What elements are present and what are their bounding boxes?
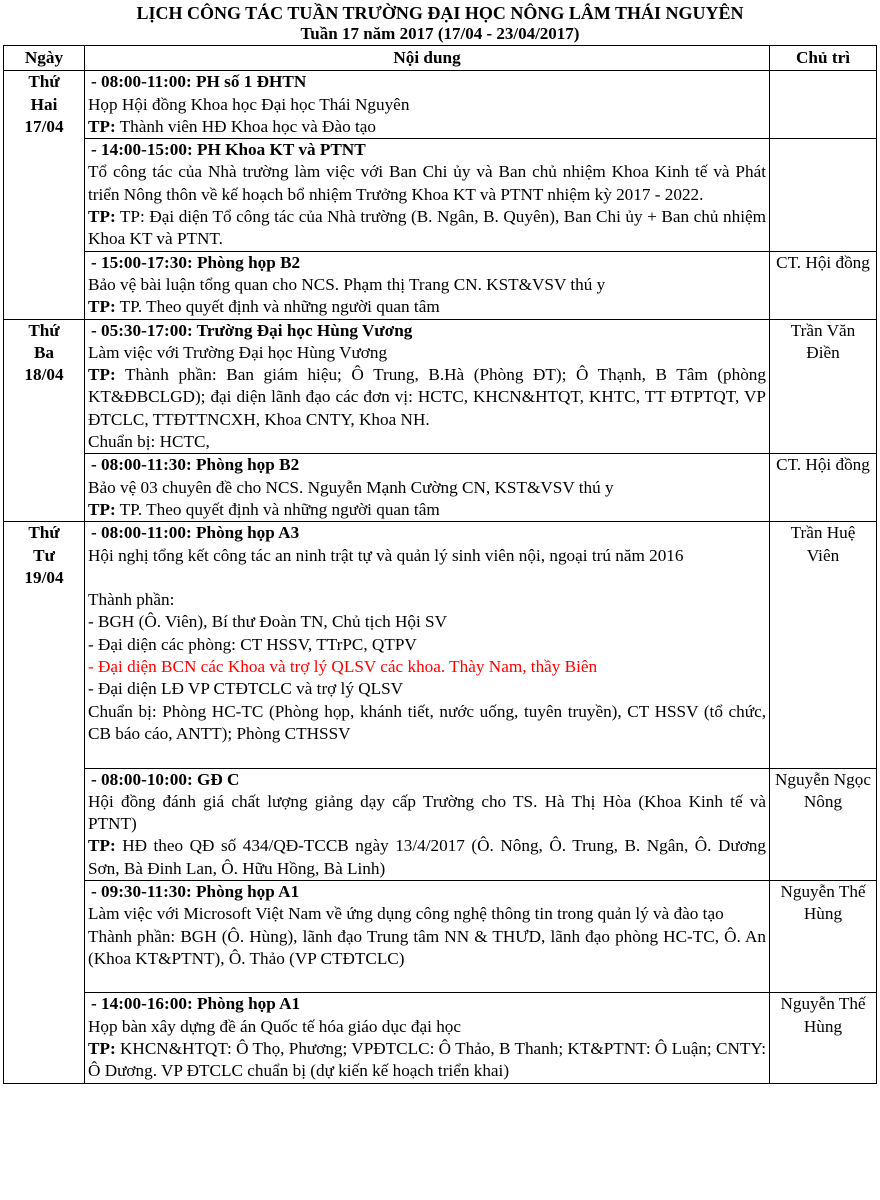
event-description: Họp bàn xây dựng đề án Quốc tế hóa giáo dục đại học (88, 1016, 462, 1036)
participants-label: TP: (88, 207, 116, 227)
event-time: - 08:00-10:00: GĐ C (91, 769, 240, 789)
event-host: Nguyễn Thế Hùng (770, 993, 877, 1083)
table-row (4, 251, 877, 319)
day-name: Thứ (28, 523, 60, 543)
event-description: Làm việc với Microsoft Việt Nam về ứng dụng công nghệ thông tin trong quản lý và đào tạo (88, 904, 724, 924)
event-content (85, 768, 770, 880)
members-line: Thành phần: BGH (Ô. Hùng), lãnh đạo Trung tâm NN & THƯD, lãnh đạo phòng HC-TC, Ô. An (Khoa KT&PTNT), Ô. Thảo (VP CTĐTCLC) (88, 926, 766, 968)
preparation-text: Chuẩn bị: Phòng HC-TC (Phòng họp, khánh tiết, nước uống, tuyên truyền), CT HSSV (tổ chức, CB báo cáo, ANTT); Phòng CTHSSV (88, 701, 766, 743)
column-header-content: Nội dung (85, 46, 770, 71)
day-name: Tư (33, 545, 55, 565)
document-title: LỊCH CÔNG TÁC TUẦN TRƯỜNG ĐẠI HỌC NÔNG LÂM THÁI NGUYÊN (136, 3, 744, 23)
table-row (4, 454, 877, 522)
event-description: Tổ công tác của Nhà trường làm việc với Ban Chi ủy và Ban chủ nhiệm Khoa Kinh tế và Phát triển Nông thôn về kế hoạch bổ nhiệm Trưởng Khoa KT và PTNT nhiệm kỳ 2017 - 2022. (88, 162, 766, 204)
table-row (4, 71, 877, 139)
participants-label: TP: (88, 297, 116, 317)
participants-text: Thành viên HĐ Khoa học và Đào tạo (115, 116, 376, 136)
event-description: Hội nghị tổng kết công tác an ninh trật tự và quản lý sinh viên nội, ngoại trú năm 2016 (88, 545, 684, 565)
event-description: Bảo vệ 03 chuyên đề cho NCS. Nguyễn Mạnh Cường CN, KST&VSV thú y (88, 477, 614, 497)
day-name: Thứ (28, 320, 60, 340)
table-header-row (4, 46, 877, 71)
event-host: Nguyễn Ngọc Nông (770, 768, 877, 880)
event-host (770, 139, 877, 251)
spacer (88, 745, 766, 767)
day-cell-monday (4, 71, 85, 319)
member-item: - Đại diện LĐ VP CTĐTCLC và trợ lý QLSV (88, 679, 404, 699)
event-time: - 08:00-11:00: PH số 1 ĐHTN (91, 72, 307, 92)
day-cell-tuesday (4, 319, 85, 522)
column-header-day: Ngày (4, 46, 85, 71)
participants-label: TP: (88, 499, 116, 519)
event-content (85, 993, 770, 1083)
event-description: Họp Hội đồng Khoa học Đại học Thái Nguyên (88, 94, 410, 114)
event-host: CT. Hội đồng (770, 454, 877, 522)
day-name: Hai (30, 94, 58, 114)
event-time: - 14:00-15:00: PH Khoa KT và PTNT (91, 140, 366, 160)
participants-text: HĐ theo QĐ số 434/QĐ-TCCB ngày 13/4/2017 (Ô. Nông, Ô. Trung, B. Ngân, Ô. Dương Sơn, Bà Đinh Lan, Ô. Hữu Hồng, Bà Linh) (88, 836, 766, 878)
participants-label: TP: (88, 836, 116, 856)
participants-label: TP: (88, 1039, 116, 1059)
table-row (4, 139, 877, 251)
column-header-host: Chủ trì (770, 46, 877, 71)
day-cell-wednesday (4, 522, 85, 1083)
event-description: Hội đồng đánh giá chất lượng giảng dạy cấp Trường cho TS. Hà Thị Hòa (Khoa Kinh tế và PTNT) (88, 791, 766, 834)
event-host: Trần Văn Điền (770, 319, 877, 454)
event-time: - 05:30-17:00: Trường Đại học Hùng Vương (91, 320, 413, 340)
event-content (85, 251, 770, 319)
table-row (4, 993, 877, 1083)
day-name: Ba (33, 342, 55, 362)
participants-text: KHCN&HTQT: Ô Thọ, Phương; VPĐTCLC: Ô Thảo, B Thanh; KT&PTNT: Ô Luận; CNTY: Ô Dương. VP ĐTCLC chuẩn bị (dự kiến kế hoạch triển khai) (88, 1039, 766, 1081)
table-row (4, 768, 877, 880)
member-item: - BGH (Ô. Viên), Bí thư Đoàn TN, Chủ tịch Hội SV (88, 612, 448, 632)
event-content (85, 319, 770, 454)
member-item-highlighted: - Đại diện BCN các Khoa và trợ lý QLSV các khoa. Thày Nam, thầy Biên (88, 657, 598, 677)
preparation-text: Chuẩn bị: HCTC, (88, 432, 210, 452)
event-host (770, 71, 877, 139)
participants-text: TP. Theo quyết định và những người quan tâm (115, 499, 440, 519)
members-title: Thành phần: (88, 590, 175, 610)
day-date: 19/04 (24, 567, 64, 587)
participants-label: TP: (88, 116, 116, 136)
event-description: Bảo vệ bài luận tổng quan cho NCS. Phạm thị Trang CN. KST&VSV thú y (88, 274, 606, 294)
event-content (85, 880, 770, 992)
event-host: Trần Huệ Viên (770, 522, 877, 768)
document-header (0, 0, 880, 44)
event-content (85, 71, 770, 139)
spacer (88, 970, 766, 992)
table-row (4, 319, 877, 454)
document-subtitle: Tuần 17 năm 2017 (17/04 - 23/04/2017) (300, 24, 580, 43)
table-row (4, 522, 877, 768)
participants-text: TP: Đại diện Tổ công tác của Nhà trường (B. Ngân, B. Quyên), Ban Chi ủy + Ban chủ nhiệm Khoa KT và PTNT. (88, 207, 766, 249)
event-time: - 14:00-16:00: Phòng họp A1 (91, 994, 301, 1014)
day-date: 18/04 (24, 365, 64, 385)
event-host: Nguyễn Thế Hùng (770, 880, 877, 992)
event-host: CT. Hội đồng (770, 251, 877, 319)
event-content (85, 139, 770, 251)
day-date: 17/04 (24, 116, 64, 136)
participants-text: Thành phần: Ban giám hiệu; Ô Trung, B.Hà (Phòng ĐT); Ô Thạnh, B Tâm (phòng KT&ĐBCLGD); đại diện lãnh đạo các đơn vị: HCTC, KHCN&HTQT, KHTC, TT ĐTPTQT, VP ĐTCLC, TTĐTTNCXH, Khoa CNTY, Khoa NH. (88, 365, 766, 429)
event-description: Làm việc với Trường Đại học Hùng Vương (88, 342, 388, 362)
member-item: - Đại diện các phòng: CT HSSV, TTrPC, QTPV (88, 634, 417, 654)
event-time: - 09:30-11:30: Phòng họp A1 (91, 881, 300, 901)
day-name: Thứ (28, 72, 60, 92)
event-time: - 08:00-11:00: Phòng họp A3 (91, 523, 300, 543)
event-content (85, 522, 770, 768)
participants-text: TP. Theo quyết định và những người quan tâm (115, 297, 440, 317)
table-row (4, 880, 877, 992)
event-time: - 08:00-11:30: Phòng họp B2 (91, 455, 300, 475)
event-content (85, 454, 770, 522)
event-time: - 15:00-17:30: Phòng họp B2 (91, 252, 301, 272)
spacer (88, 567, 766, 589)
schedule-table (3, 45, 877, 1084)
participants-label: TP: (88, 365, 116, 385)
